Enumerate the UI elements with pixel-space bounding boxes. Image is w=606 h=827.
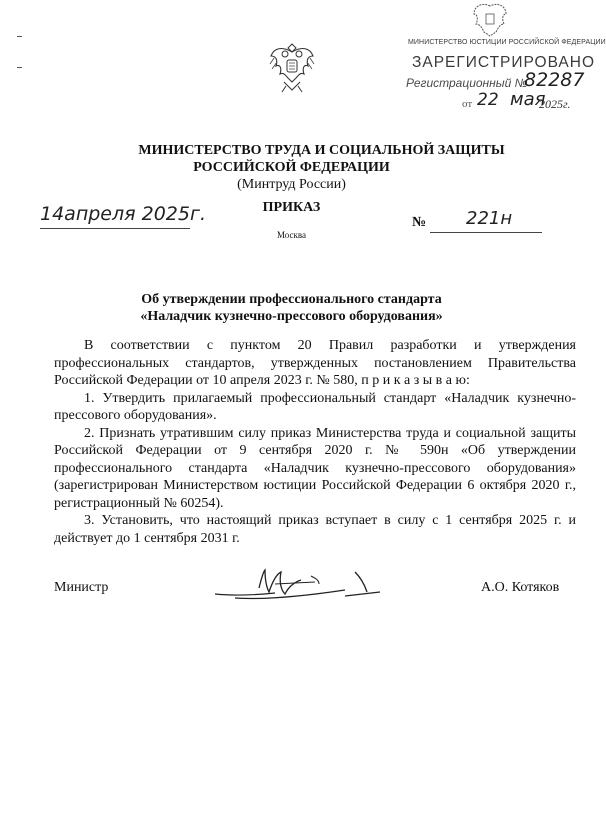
signer-name: А.О. Котяков (481, 580, 560, 595)
coat-of-arms-emblem (268, 38, 316, 94)
order-number-label: № (412, 215, 427, 230)
order-date-handwritten: 14апреля 2025г. (40, 203, 206, 225)
stamp-date-year: 2025г. (539, 97, 571, 111)
stamp-registration-label: Регистрационный № (406, 76, 528, 90)
margin-mark-top (17, 36, 22, 37)
ministry-short-name: (Минтруд России) (237, 177, 346, 192)
order-city: Москва (277, 230, 306, 240)
body-paragraph-2: 2. Признать утратившим силу приказ Министерства труда и социальной защиты Российской Федерации от 9 сентября 2020 г. № 590н «Об утверждении профессионального стандарта «Наладчик кузнечно-прессового оборудования» (зарегистрирован Министерством юстиции Российской Федерации 6 октября 2020 г., регистрационный № 60254). (54, 425, 576, 511)
ministry-name-line2: РОССИЙСКОЙ ФЕДЕРАЦИИ (193, 160, 390, 175)
order-title: ПРИКАЗ (262, 200, 321, 215)
order-date-underline (40, 228, 190, 229)
signer-position: Министр (54, 580, 109, 595)
ministry-name-line1: МИНИСТЕРСТВО ТРУДА И СОЦИАЛЬНОЙ ЗАЩИТЫ (138, 143, 505, 158)
body-paragraph-1: 1. Утвердить прилагаемый профессиональный стандарт «Наладчик кузнечно-прессового оборудования». (54, 390, 576, 423)
order-number-handwritten: 221н (466, 208, 513, 229)
stamp-ministry-name: МИНИСТЕРСТВО ЮСТИЦИИ РОССИЙСКОЙ ФЕДЕРАЦИИ (408, 39, 606, 46)
body-paragraph-3: 3. Установить, что настоящий приказ вступает в силу с 1 сентября 2025 г. и действует до 1 сентября 2031 г. (54, 513, 576, 546)
margin-mark-bottom (17, 67, 22, 68)
stamp-registration-number: 82287 (524, 69, 585, 91)
stamp-emblem-icon (470, 2, 510, 38)
stamp-date-month: мая (510, 89, 546, 110)
order-number-underline (430, 232, 542, 233)
body-paragraph-preamble: В соответствии с пунктом 20 Правил разработки и утверждения профессиональных стандартов, утвержденных постановлением Правительства Российской Федерации от 10 апреля 2023 г. № 580, п р и к а з ы в а ю: (54, 338, 576, 388)
order-body (54, 337, 576, 547)
stamp-registered-title: ЗАРЕГИСТРИРОВАНО (412, 54, 596, 71)
stamp-date-label: от (462, 98, 473, 110)
stamp-date-day: 22 (477, 90, 499, 110)
subject-line1: Об утверждении профессионального стандарта (141, 292, 442, 307)
handwritten-signature (215, 566, 385, 606)
subject-line2: «Наладчик кузнечно-прессового оборудования» (140, 309, 443, 324)
